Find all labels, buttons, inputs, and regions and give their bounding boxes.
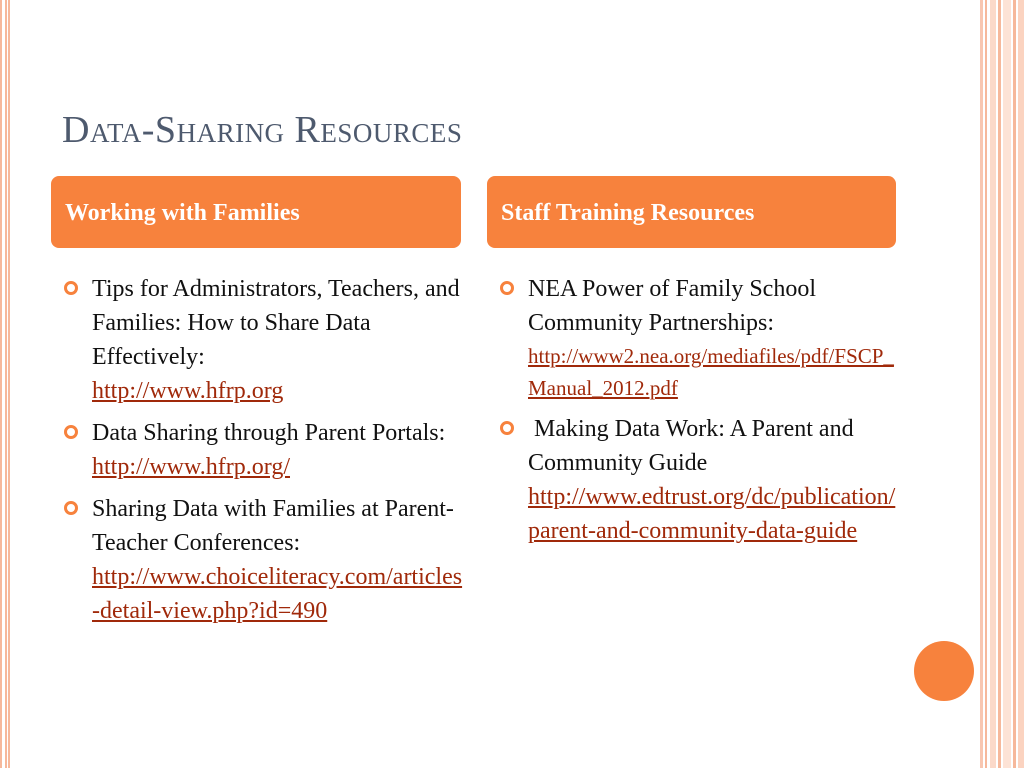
header-working-with-families: Working with Families bbox=[51, 176, 461, 248]
item-link[interactable]: http://www.hfrp.org/ bbox=[92, 454, 290, 480]
left-border-decoration bbox=[0, 0, 10, 768]
item-link[interactable]: http://www.hfrp.org bbox=[92, 378, 284, 404]
item-link[interactable]: http://www.edtrust.org/dc/publication/parent-and-community-data-guide bbox=[528, 484, 896, 544]
bullet-icon bbox=[64, 425, 78, 439]
column-staff-training-resources bbox=[500, 272, 900, 556]
list-item bbox=[500, 412, 900, 548]
decorative-circle bbox=[914, 641, 974, 701]
column-working-with-families bbox=[64, 272, 464, 636]
list-item bbox=[64, 416, 464, 484]
slide-title: Data-Sharing Resources bbox=[62, 109, 463, 151]
item-link[interactable]: http://www.choiceliteracy.com/articles-detail-view.php?id=490 bbox=[92, 564, 463, 624]
bullet-icon bbox=[500, 281, 514, 295]
item-link[interactable]: http://www2.nea.org/mediafiles/pdf/FSCP_Manual_2012.pdf bbox=[528, 344, 894, 400]
bullet-icon bbox=[500, 421, 514, 435]
list-item bbox=[64, 492, 464, 628]
item-text: Tips for Administrators, Teachers, and Families: How to Share Data Effectively: bbox=[92, 276, 460, 370]
item-text: NEA Power of Family School Community Partnerships: bbox=[528, 276, 816, 336]
item-text: Sharing Data with Families at Parent-Teacher Conferences: bbox=[92, 496, 454, 556]
item-text: Making Data Work: A Parent and Community Guide bbox=[528, 416, 860, 476]
bullet-icon bbox=[64, 281, 78, 295]
list-item bbox=[500, 272, 900, 404]
right-stripes-decoration bbox=[980, 0, 1024, 768]
list-item bbox=[64, 272, 464, 408]
item-text: Data Sharing through Parent Portals: bbox=[92, 420, 446, 446]
bullet-icon bbox=[64, 501, 78, 515]
header-staff-training-resources: Staff Training Resources bbox=[487, 176, 896, 248]
